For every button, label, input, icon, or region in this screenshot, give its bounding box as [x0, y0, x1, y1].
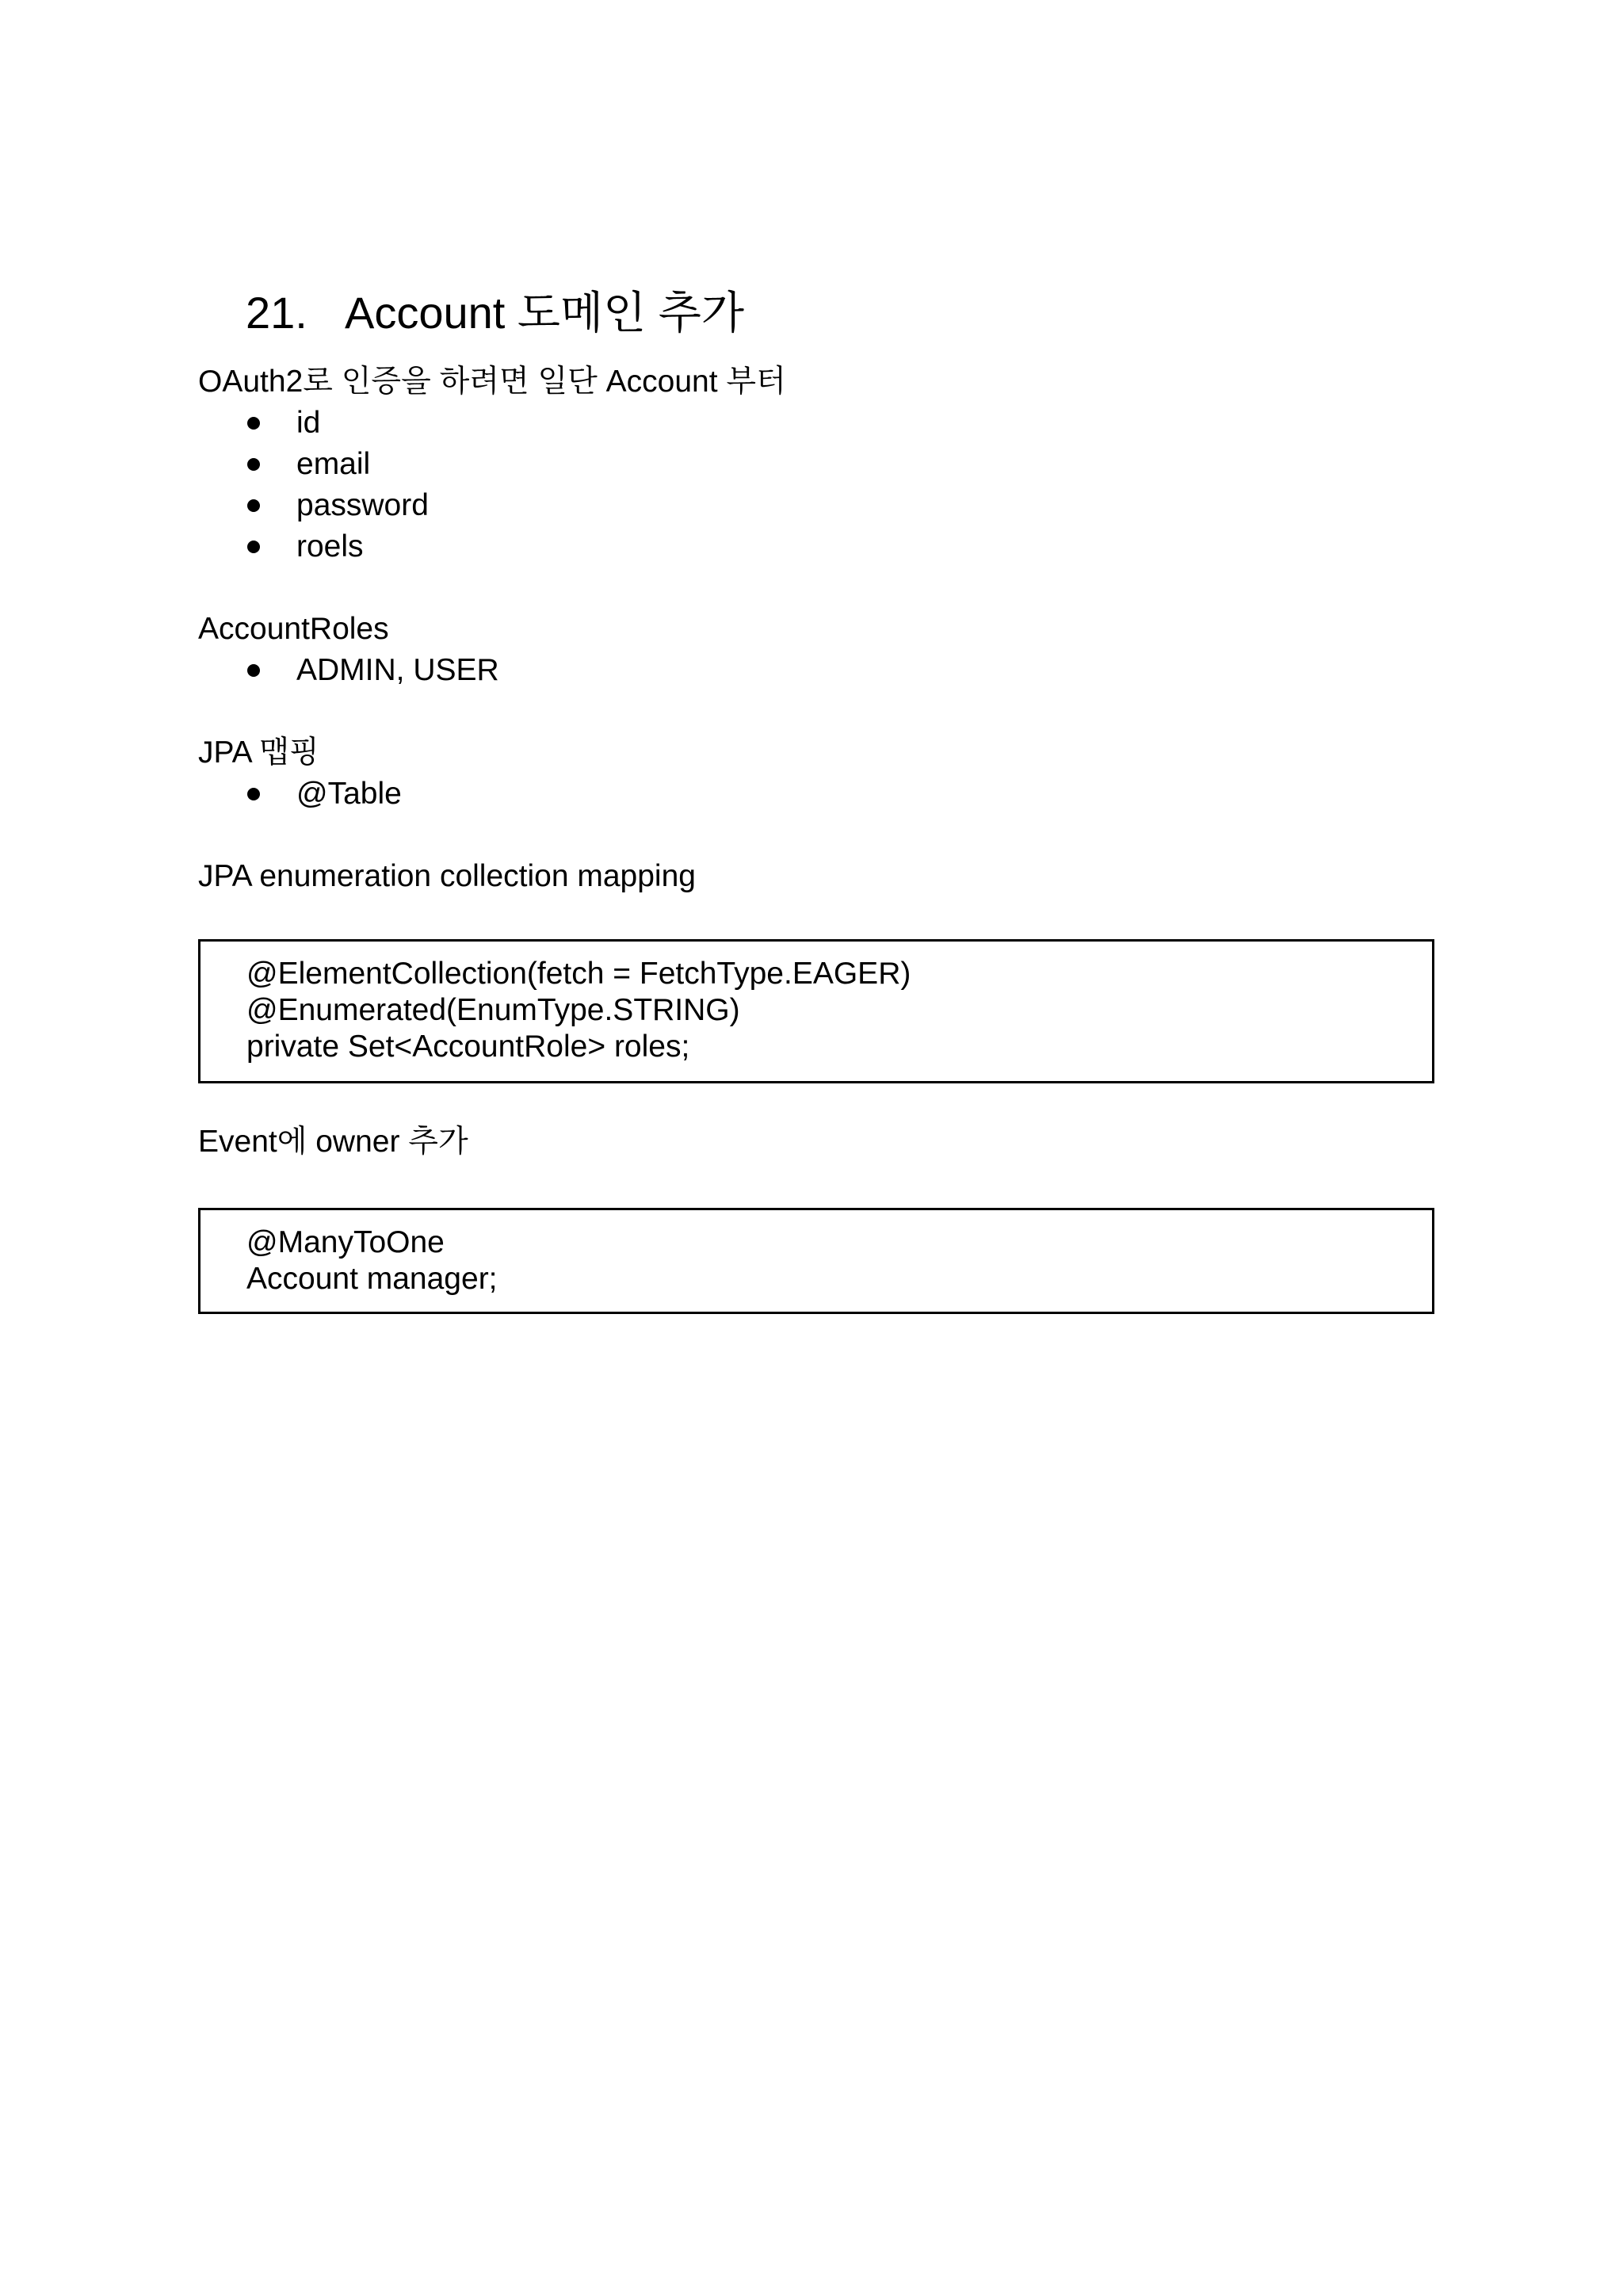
enum-mapping-heading: JPA enumeration collection mapping [198, 859, 696, 893]
list-item: ADMIN, USER [198, 650, 499, 691]
owner-heading: Event에 owner 추가 [198, 1125, 468, 1159]
list-item: id [198, 403, 429, 444]
bullet-icon [247, 664, 260, 677]
bullet-icon [247, 788, 260, 800]
code-line: private Set<AccountRole> roles; [246, 1030, 690, 1064]
roles-heading: AccountRoles [198, 612, 389, 646]
code-line: Account manager; [246, 1262, 498, 1296]
section-heading [246, 285, 744, 341]
code-line: @Enumerated(EnumType.STRING) [246, 993, 740, 1027]
jpa-list [198, 774, 402, 815]
code-block-owner [198, 1208, 1434, 1314]
list-item: password [198, 485, 429, 526]
intro-text: OAuth2로 인증을 하려면 일단 Account 부터 [198, 365, 786, 399]
bullet-icon [247, 458, 260, 471]
jpa-heading: JPA 맵핑 [198, 735, 319, 770]
list-item: roels [198, 526, 429, 567]
bullet-icon [247, 541, 260, 553]
code-line: @ElementCollection(fetch = FetchType.EAGER) [246, 957, 911, 991]
code-block-roles [198, 939, 1434, 1083]
section-title: Account 도메인 추가 [345, 288, 744, 338]
list-item: email [198, 444, 429, 485]
account-field-list [198, 403, 429, 567]
code-line: @ManyToOne [246, 1225, 445, 1259]
list-item: @Table [198, 774, 402, 815]
roles-list [198, 650, 499, 691]
bullet-icon [247, 417, 260, 430]
bullet-icon [247, 499, 260, 512]
section-number: 21. [246, 288, 307, 338]
